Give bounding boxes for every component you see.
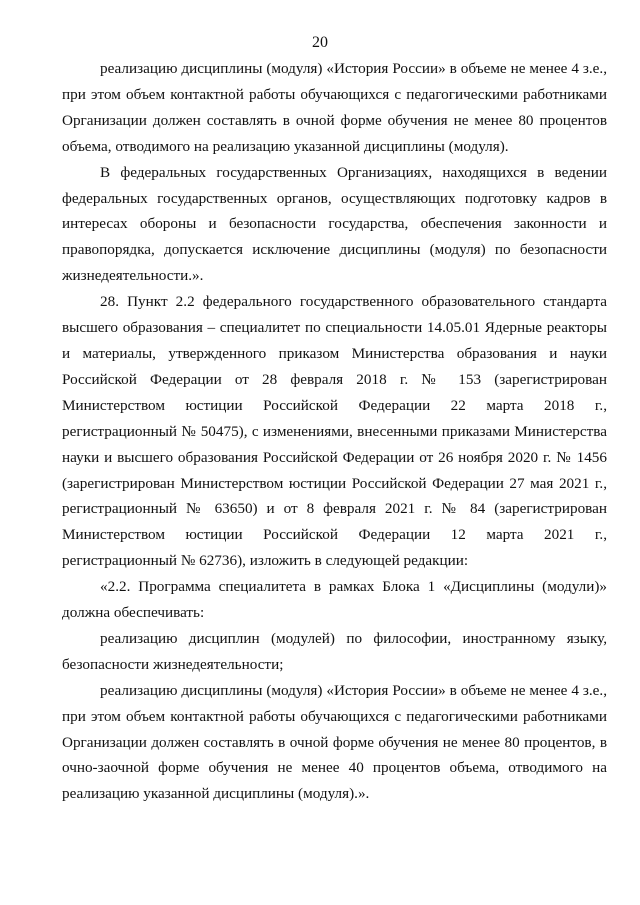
paragraph-5: реализацию дисциплин (модулей) по философии, иностранному языку, безопасности жизнедеятельности; xyxy=(62,629,607,673)
paragraph-3: 28. Пункт 2.2 федерального государственного образовательного стандарта высшего образования – специалитет по специальности 14.05.01 Ядерные реакторы и материалы, утвержденного приказом Министерства образования и науки Российской Федерации от 28 февраля 2018 г. № 153 (зарегистрирован Министерством юстиции Российской Федерации 22 марта 2018 г., регистрационный № 50475), с изменениями, внесенными приказами Министерства науки и высшего образования Российской Федерации от 26 ноября 2020 г. № 1456 (зарегистрирован Министерством юстиции Российской Федерации 27 мая 2021 г., регистрационный № 63650) и от 8 февраля 2021 г. № 84 (зарегистрирован Министерством юстиции Российской Федерации 12 марта 2021 г., регистрационный № 62736), изложить в следующей редакции: xyxy=(62,293,607,570)
paragraph-4: «2.2. Программа специалитета в рамках Блока 1 «Дисциплины (модули)» должна обеспечивать: xyxy=(62,578,607,622)
paragraph-1: реализацию дисциплины (модуля) «История России» в объеме не менее 4 з.е., при этом объем контактной работы обучающихся с педагогическими работниками Организации должен составлять в очной форме обучения не менее 80 процентов объема, отводимого на реализацию указанной дисциплины (модуля). xyxy=(62,60,607,155)
paragraph-6: реализацию дисциплины (модуля) «История России» в объеме не менее 4 з.е., при этом объем контактной работы обучающихся с педагогическими работниками Организации должен составлять в очной форме обучения не менее 80 процентов, в очно-заочной форме обучения не менее 40 процентов объема, отводимого на реализацию указанной дисциплины (модуля).». xyxy=(62,681,607,803)
paragraph-2: В федеральных государственных Организациях, находящихся в ведении федеральных государственных органов, осуществляющих подготовку кадров в интересах обороны и безопасности государства, обеспечения законности и правопорядка, допускается исключение дисциплины (модуля) по безопасности жизнедеятельности.». xyxy=(62,163,607,285)
document-body xyxy=(62,56,607,807)
page-number: 20 xyxy=(312,34,328,51)
